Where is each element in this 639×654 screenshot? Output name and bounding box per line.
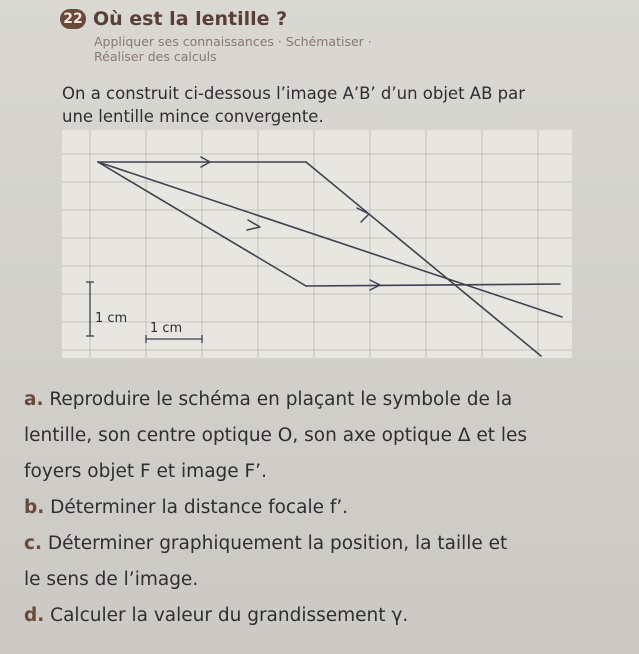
- question-c: [24, 526, 624, 598]
- exercise-number-badge: 22: [60, 9, 86, 29]
- question-a-line-2: lentille, son centre optique O, son axe optique Δ et les: [24, 425, 528, 446]
- skills-line-2: Réaliser des calculs: [94, 49, 217, 64]
- question-a-line-1: Reproduire le schéma en plaçant le symbole de la: [49, 389, 513, 410]
- optics-diagram: [0, 126, 639, 370]
- question-d-letter: d.: [24, 605, 45, 626]
- exercise-title: Où est la lentille ?: [93, 8, 288, 30]
- question-c-line-2: le sens de l’image.: [24, 569, 199, 590]
- question-a-letter: a.: [24, 389, 44, 410]
- question-d-line-1: Calculer la valeur du grandissement γ.: [50, 605, 409, 626]
- optics-diagram-svg: [0, 126, 639, 366]
- skills-list: [94, 34, 372, 64]
- exercise-statement: [62, 82, 582, 128]
- question-a: [24, 382, 624, 490]
- question-d: [24, 598, 624, 634]
- scale-vertical-label: 1 cm: [95, 311, 128, 326]
- statement-line-1: On a construit ci-dessous l’image A’B’ d’un objet AB par: [62, 84, 526, 103]
- scale-horizontal-label: 1 cm: [150, 321, 183, 336]
- grid-background: [62, 130, 572, 358]
- question-a-line-3: foyers objet F et image F’.: [24, 461, 267, 482]
- questions-list: [24, 382, 624, 634]
- skills-line-1: Appliquer ses connaissances · Schématiser ·: [94, 34, 372, 49]
- statement-line-2: une lentille mince convergente.: [62, 107, 324, 126]
- question-c-line-1: Déterminer graphiquement la position, la taille et: [47, 533, 508, 554]
- question-b: [24, 490, 624, 526]
- question-c-letter: c.: [24, 533, 42, 554]
- question-b-letter: b.: [24, 497, 45, 518]
- question-b-line-1: Déterminer la distance focale f’.: [50, 497, 349, 518]
